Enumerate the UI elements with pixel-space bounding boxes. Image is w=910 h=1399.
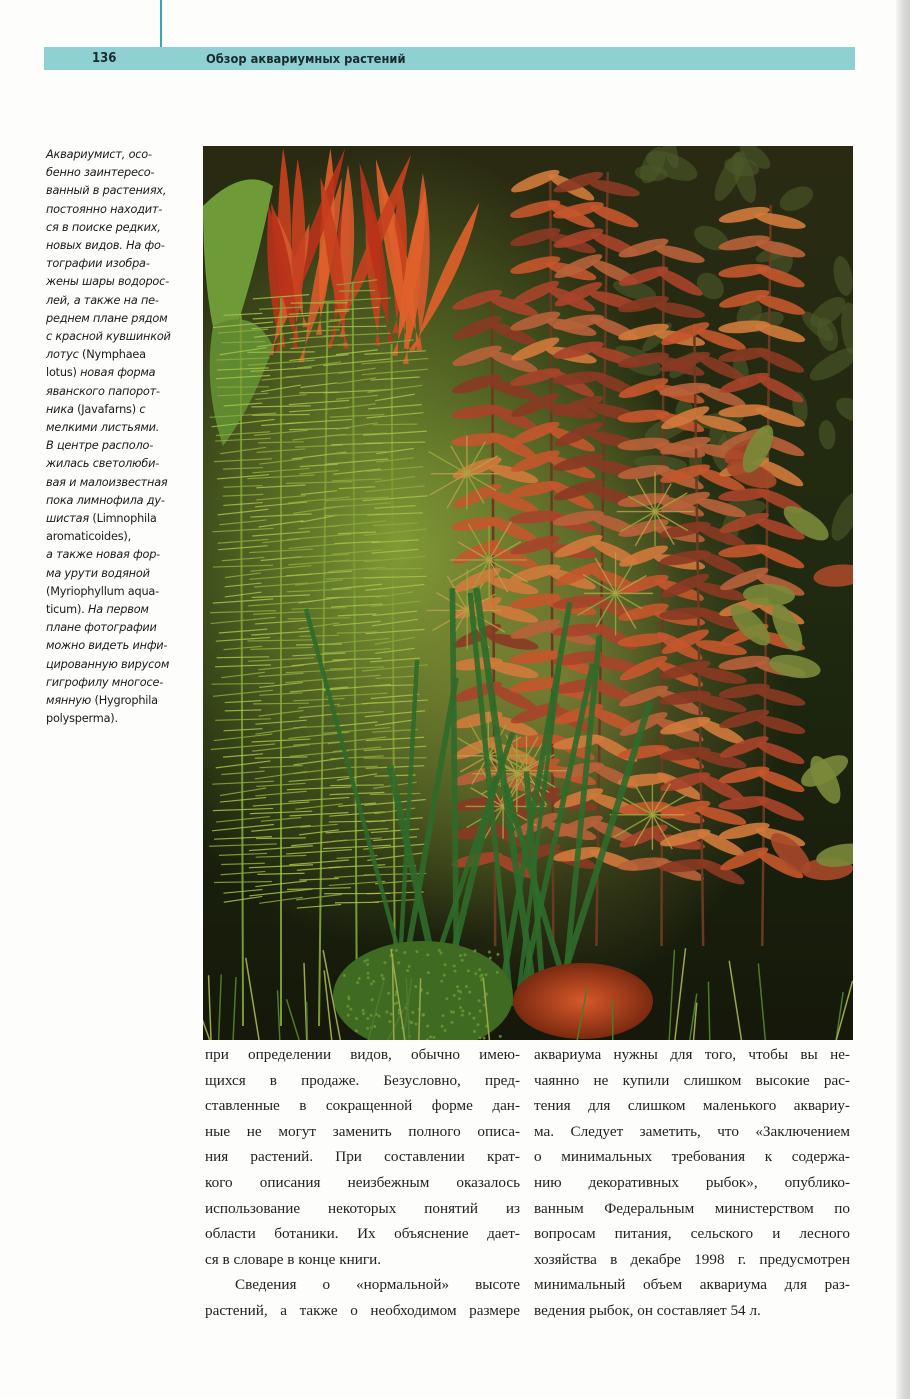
moss-texture (406, 969, 409, 972)
caption-line (46, 401, 202, 419)
moss-texture (454, 970, 457, 973)
caption-text-italic: новая форма (80, 366, 156, 380)
caption-line (46, 146, 202, 164)
body-text-line: о минимальных требования к содержа- (534, 1148, 850, 1166)
moss-texture (382, 977, 385, 980)
grass-blade (307, 1002, 308, 1040)
caption-text-latin: aromaticoides), (46, 530, 131, 544)
moss-texture (366, 1027, 369, 1030)
caption-line (46, 364, 202, 382)
caption-text-italic: плане фотографии (46, 621, 157, 635)
caption-line (46, 492, 202, 510)
body-text-left-column (205, 1042, 520, 1324)
moss-texture (489, 957, 492, 960)
caption-line (46, 692, 202, 710)
caption-line (46, 219, 202, 237)
caption-line (46, 474, 202, 492)
caption-text-latin: lotus) (46, 366, 81, 380)
caption-text-italic: мянную (46, 694, 95, 708)
caption-text-latin: ticum). (46, 603, 88, 617)
body-text-line: ма. Следует заметить, что «Заключением (534, 1122, 850, 1140)
caption-text-italic: пока лимнофила ду- (46, 493, 165, 507)
caption-text-italic: В центре располо- (46, 439, 154, 453)
caption-text-italic: реднем плане рядом (46, 311, 168, 325)
body-text-line: ведения рыбок, он составляет 54 л. (534, 1301, 761, 1319)
moss-texture (361, 1009, 364, 1012)
moss-texture (429, 1036, 432, 1039)
moss-texture (378, 1014, 381, 1017)
caption-line (46, 710, 202, 728)
moss-texture (394, 993, 397, 996)
moss-texture (355, 1017, 358, 1020)
myriophyllum-needle (256, 838, 306, 839)
caption-text-italic: гигрофилу многосе- (46, 675, 164, 689)
caption-text-italic: можно видеть инфи- (46, 639, 168, 653)
moss-texture (461, 1010, 464, 1013)
moss-texture (380, 974, 383, 977)
moss-texture (453, 994, 456, 997)
moss-texture (387, 992, 390, 995)
moss-texture (347, 1014, 350, 1017)
body-text-line: ся в словаре в конце книги. (205, 1250, 381, 1268)
caption-text-italic: тографии изобра- (46, 257, 150, 271)
moss-texture (477, 1023, 480, 1026)
moss-texture (388, 1020, 391, 1023)
caption-line (46, 255, 202, 273)
moss-texture (474, 972, 477, 975)
moss-texture (465, 985, 468, 988)
moss-texture (488, 950, 491, 953)
moss-texture (349, 1008, 352, 1011)
caption-line (46, 656, 202, 674)
moss-texture (444, 1029, 447, 1032)
moss-texture (477, 999, 480, 1002)
body-text-line: хозяйства в декабре 1998 г. предусмотрен (534, 1250, 850, 1268)
moss-texture (373, 1025, 376, 1028)
caption-line (46, 292, 202, 310)
moss-texture (408, 965, 411, 968)
myriophyllum-needle (373, 424, 418, 425)
moss-texture (383, 961, 386, 964)
moss-texture (363, 960, 366, 963)
caption-text-latin: (Myriophyllum aqua- (46, 584, 160, 598)
aquarium-plants-photo (203, 146, 853, 1040)
caption-text-italic: шистая (46, 512, 93, 526)
moss-texture (366, 1017, 369, 1020)
moss-texture (468, 1012, 471, 1015)
caption-line (46, 310, 202, 328)
moss-texture (366, 958, 369, 961)
red-lotus-clump (513, 963, 653, 1039)
moss-texture (411, 1011, 414, 1014)
moss-texture (362, 1012, 365, 1015)
body-text-line: при определении видов, обычно имею- (205, 1046, 520, 1063)
body-text-line: ставленные в сокращенной форме дан- (205, 1097, 520, 1115)
body-text-line: тения для слишком маленького аквариу- (534, 1097, 850, 1115)
body-text-line: щихся в продаже. Безусловно, пред- (205, 1071, 520, 1089)
moss-texture (432, 1036, 435, 1039)
caption-line (46, 346, 202, 364)
caption-line (46, 583, 202, 601)
body-text-line: использование некоторых понятий из (205, 1199, 520, 1217)
moss-texture (367, 976, 370, 979)
caption-line (46, 637, 202, 655)
caption-line (46, 674, 202, 692)
caption-text-italic: лотус (46, 348, 83, 362)
photo-illustration (203, 146, 853, 1040)
body-text-line: растений, а также о необходимом размере (205, 1301, 520, 1319)
moss-texture (343, 974, 346, 977)
moss-texture (496, 953, 499, 956)
moss-texture (366, 963, 369, 966)
moss-texture (461, 1014, 464, 1017)
body-text-line: кого описания неизбежным оказалось (205, 1173, 520, 1191)
moss-texture (453, 965, 456, 968)
moss-texture (479, 1010, 482, 1013)
body-text-right-column (534, 1042, 850, 1324)
caption-text-italic: новых видов. На фо- (46, 239, 165, 253)
caption-text-italic: постоянно находит- (46, 202, 163, 216)
moss-texture (370, 1014, 373, 1017)
caption-text-latin: (Nymphaea (82, 348, 146, 362)
moss-texture (358, 977, 361, 980)
moss-texture (386, 1011, 389, 1014)
running-header-band (44, 47, 855, 70)
caption-text-italic: ванный в растениях, (46, 184, 167, 198)
caption-text-italic: вая и малоизвестная (46, 475, 168, 489)
moss-texture (367, 972, 370, 975)
moss-texture (468, 991, 471, 994)
caption-text-italic: мелкими листьями. (46, 421, 160, 435)
moss-texture (356, 981, 359, 984)
caption-text-italic: с красной кувшинкой (46, 330, 171, 344)
moss-texture (403, 951, 406, 954)
caption-text-latin: polysperma). (46, 712, 118, 726)
myriophyllum-needle (335, 902, 379, 903)
body-text-line: аквариума нужны для того, чтобы вы не- (534, 1046, 850, 1063)
caption-line (46, 619, 202, 637)
caption-text-italic: с (139, 402, 146, 416)
caption-text-italic: яванского папорот- (46, 384, 160, 398)
moss-texture (438, 949, 441, 952)
moss-texture (426, 953, 429, 956)
myriophyllum-needle (330, 785, 383, 786)
caption-line (46, 565, 202, 583)
caption-line (46, 455, 202, 473)
moss-texture (371, 998, 374, 1001)
caption-line (46, 419, 202, 437)
caption-text-latin: (Javafarns) (77, 402, 140, 416)
moss-texture (390, 1013, 393, 1016)
caption-text-italic: Аквариумист, осо- (46, 148, 152, 161)
moss-texture (459, 954, 462, 957)
moss-texture (370, 982, 373, 985)
caption-text-italic: жилась светолюби- (46, 457, 160, 471)
moss-texture (397, 961, 400, 964)
moss-texture (440, 951, 443, 954)
body-text-line: ванным Федеральным министерством по (534, 1199, 850, 1217)
caption-text-italic: а также новая фор- (46, 548, 161, 562)
moss-texture (414, 985, 417, 988)
moss-texture (426, 1024, 429, 1027)
moss-texture (445, 997, 448, 1000)
moss-texture (456, 985, 459, 988)
page-number: 136 (92, 51, 117, 66)
body-text-line: минимальный объем аквариума для раз- (534, 1276, 850, 1294)
body-text-line: области ботаники. Их объяснение дает- (205, 1225, 520, 1243)
moss-texture (426, 992, 429, 995)
moss-texture (467, 969, 470, 972)
body-text-line: ные не могут заменить полного описа- (205, 1122, 520, 1140)
body-text-line: нию декоративных рыбок», опублико- (534, 1173, 850, 1191)
myriophyllum-needle (252, 414, 309, 415)
moss-texture (396, 1001, 399, 1004)
moss-texture (483, 1037, 486, 1040)
moss-texture (441, 1014, 444, 1017)
caption-text-italic: цированную вирусом (46, 657, 170, 671)
caption-line (46, 383, 202, 401)
moss-texture (450, 1010, 453, 1013)
myriophyllum-needle (368, 568, 423, 569)
moss-texture (478, 968, 481, 971)
moss-texture (347, 995, 350, 998)
caption-line (46, 237, 202, 255)
moss-texture (459, 1006, 462, 1009)
myriophyllum-needle (328, 326, 387, 327)
moss-texture (459, 990, 462, 993)
caption-line (46, 201, 202, 219)
caption-line (46, 601, 202, 619)
moss-texture (372, 980, 375, 983)
caption-line (46, 510, 202, 528)
caption-text-italic: лей, а также на пе- (46, 293, 159, 307)
caption-line (46, 273, 202, 291)
page-edge-shadow (896, 0, 910, 1399)
body-text-line: ния растений. При составлении крат- (205, 1148, 520, 1166)
caption-line (46, 437, 202, 455)
moss-texture (440, 980, 443, 983)
caption-text-italic: ма урути водяной (46, 566, 150, 580)
body-text-line: Сведения о «нормальной» высоте (235, 1276, 520, 1294)
moss-texture (415, 1022, 418, 1025)
photo-caption (46, 146, 202, 729)
moss-texture (458, 997, 461, 1000)
body-text-line: чаянно не купили слишком высокие рас- (534, 1071, 850, 1089)
moss-texture (499, 1035, 502, 1038)
caption-text-italic: На первом (87, 603, 149, 617)
moss-texture (441, 1025, 444, 1028)
caption-text-latin: (Limnophila (92, 512, 157, 526)
moss-texture (443, 974, 446, 977)
caption-text-italic: бенно заинтересо- (46, 166, 155, 180)
moss-texture (484, 973, 487, 976)
moss-texture (395, 949, 398, 952)
moss-texture (346, 1005, 349, 1008)
moss-texture (443, 963, 446, 966)
caption-line (46, 528, 202, 546)
moss-texture (355, 1029, 358, 1032)
caption-line (46, 328, 202, 346)
caption-line (46, 546, 202, 564)
moss-texture (479, 1036, 482, 1039)
caption-text-latin: (Hygrophila (94, 694, 158, 708)
body-text-line: вопросам питания, сельского и лесного (534, 1225, 850, 1243)
caption-line (46, 164, 202, 182)
moss-texture (496, 971, 499, 974)
caption-text-italic: ся в поиске редких, (46, 220, 161, 234)
moss-texture (472, 1017, 475, 1020)
caption-text-italic: ника (46, 402, 78, 416)
moss-texture (410, 1021, 413, 1024)
running-title: Обзор аквариумных растений (206, 51, 406, 66)
moss-texture (479, 975, 482, 978)
moss-texture (450, 1021, 453, 1024)
moss-texture (474, 949, 477, 952)
caption-line (46, 182, 202, 200)
moss-texture (415, 950, 418, 953)
caption-text-italic: жены шары водорос- (46, 275, 170, 289)
moss-texture (427, 971, 430, 974)
moss-texture (422, 1014, 425, 1017)
moss-texture (464, 953, 467, 956)
moss-texture (461, 959, 464, 962)
myriophyllum-needle (253, 703, 309, 704)
moss-texture (473, 1030, 476, 1033)
